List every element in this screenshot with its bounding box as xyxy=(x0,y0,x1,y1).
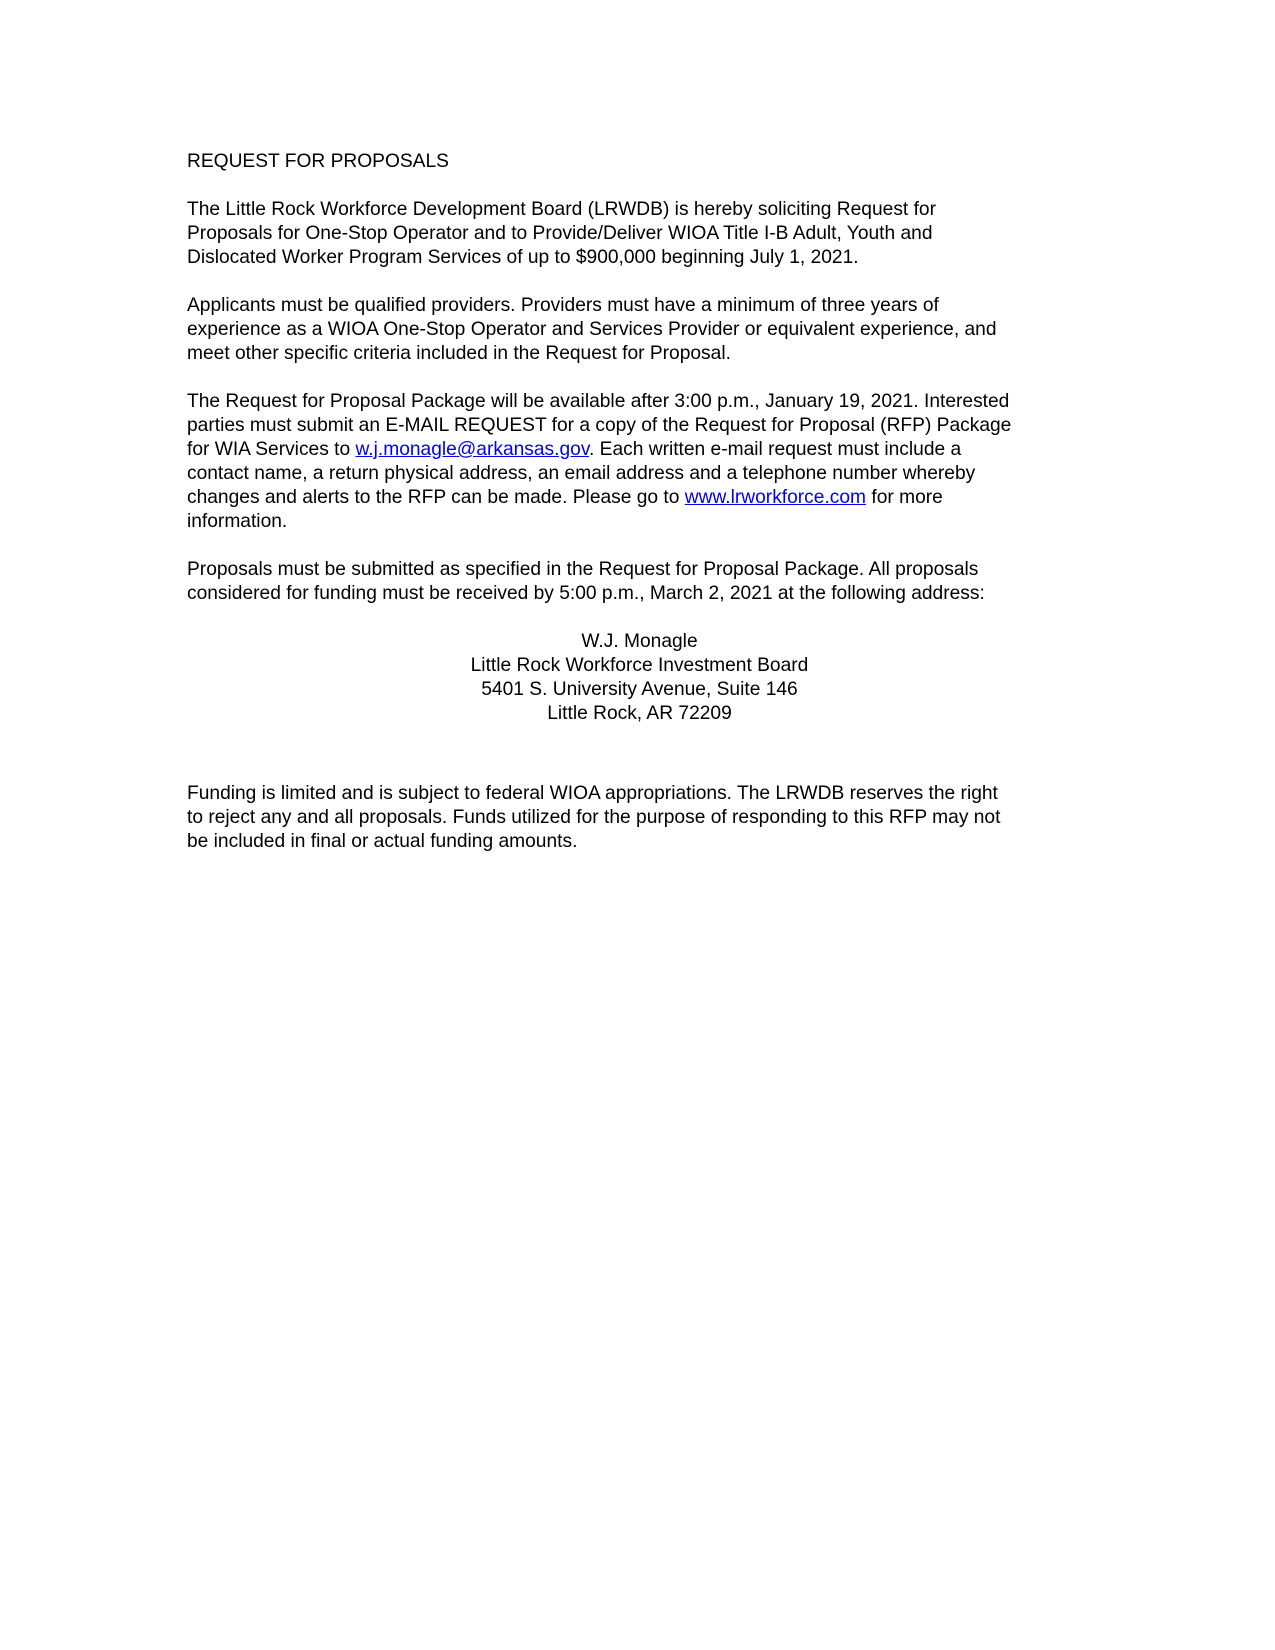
intro-paragraph xyxy=(187,198,1092,270)
address-city: Little Rock, AR 72209 xyxy=(547,703,732,724)
eligibility-line-2: experience as a WIOA One-Stop Operator and Services Provider or equivalent experience, and xyxy=(187,319,997,340)
intro-line-2: Proposals for One-Stop Operator and to Provide/Deliver WIOA Title I-B Adult, Youth and xyxy=(187,223,933,244)
address-name: W.J. Monagle xyxy=(581,631,698,652)
address-street: 5401 S. University Avenue, Suite 146 xyxy=(481,679,798,700)
mailing-address xyxy=(187,630,1092,726)
availability-line-5 xyxy=(187,486,1092,510)
availability-line-2: parties must submit an E-MAIL REQUEST for a copy of the Request for Proposal (RFP) Package xyxy=(187,415,1012,436)
submission-paragraph xyxy=(187,558,1092,606)
availability-line-3-end: . Each written e-mail request must include a xyxy=(588,439,962,460)
funding-paragraph xyxy=(187,782,1092,854)
eligibility-line-1: Applicants must be qualified providers. Providers must have a minimum of three years of xyxy=(187,295,939,316)
funding-line-2: to reject any and all proposals. Funds utilized for the purpose of responding to this RFP may not xyxy=(187,807,1001,828)
address-organization: Little Rock Workforce Investment Board xyxy=(470,655,809,676)
availability-line-3-start: for WIA Services to xyxy=(187,439,356,460)
email-link[interactable]: w.j.monagle@arkansas.gov xyxy=(355,439,589,460)
funding-line-1: Funding is limited and is subject to federal WIOA appropriations. The LRWDB reserves the right xyxy=(187,783,998,804)
eligibility-paragraph xyxy=(187,294,1092,366)
availability-line-3 xyxy=(187,438,1092,462)
website-link[interactable]: www.lrworkforce.com xyxy=(684,487,867,508)
availability-line-6: information. xyxy=(187,511,288,532)
funding-line-3: be included in final or actual funding amounts. xyxy=(187,831,578,852)
submission-line-1: Proposals must be submitted as specified in the Request for Proposal Package. All proposals xyxy=(187,559,979,580)
availability-line-5-start: changes and alerts to the RFP can be made. Please go to xyxy=(187,487,685,508)
document-title: REQUEST FOR PROPOSALS xyxy=(187,151,449,172)
availability-line-4: contact name, a return physical address, an email address and a telephone number whereby xyxy=(187,463,976,484)
eligibility-line-3: meet other specific criteria included in the Request for Proposal. xyxy=(187,343,731,364)
intro-line-3: Dislocated Worker Program Services of up to $900,000 beginning July 1, 2021. xyxy=(187,247,859,268)
document-body xyxy=(187,150,1092,878)
submission-line-2: considered for funding must be received by 5:00 p.m., March 2, 2021 at the following address: xyxy=(187,583,985,604)
intro-line-1: The Little Rock Workforce Development Board (LRWDB) is hereby soliciting Request for xyxy=(187,199,936,220)
availability-paragraph xyxy=(187,390,1092,534)
availability-line-5-end: for more xyxy=(866,487,943,508)
availability-line-1: The Request for Proposal Package will be available after 3:00 p.m., January 19, 2021. Interested xyxy=(187,391,1010,412)
